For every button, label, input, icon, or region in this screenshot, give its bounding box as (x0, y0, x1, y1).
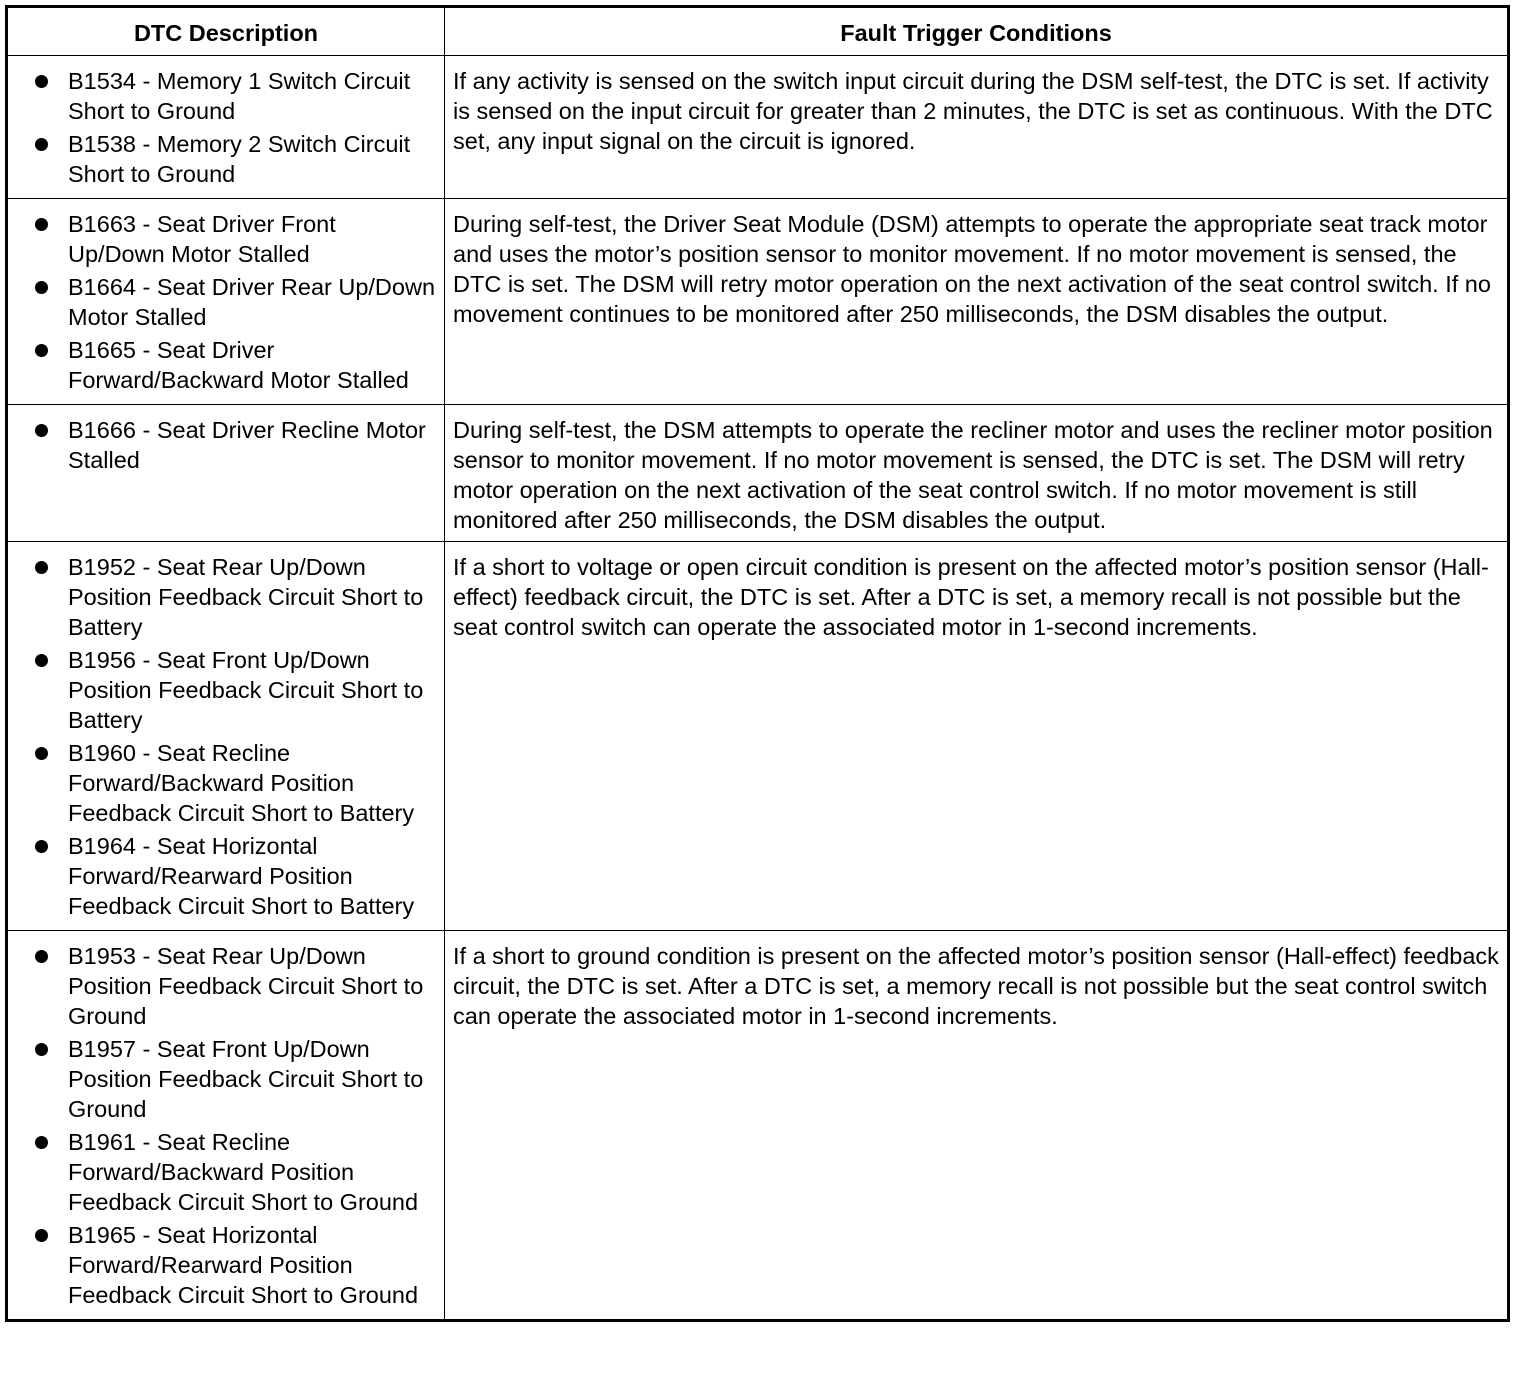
bullet-icon (35, 561, 48, 574)
table-header-row (7, 7, 1509, 56)
dtc-description-cell (7, 542, 445, 931)
dtc-code-item (16, 552, 438, 642)
table-row (7, 542, 1509, 931)
dtc-code-list (16, 66, 438, 189)
dtc-code-text: B1964 - Seat Horizontal Forward/Rearward Position Feedback Circuit Short to Battery (68, 833, 415, 919)
dtc-code-item (16, 209, 438, 269)
dtc-code-text: B1961 - Seat Recline Forward/Backward Position Feedback Circuit Short to Ground (68, 1129, 419, 1215)
dtc-code-list (16, 941, 438, 1310)
dtc-code-item (16, 941, 438, 1031)
dtc-code-text: B1534 - Memory 1 Switch Circuit Short to Ground (68, 68, 411, 124)
dtc-table (5, 5, 1510, 1322)
bullet-icon (35, 75, 48, 88)
dtc-description-cell (7, 931, 445, 1321)
bullet-icon (35, 344, 48, 357)
dtc-table-container (5, 5, 1510, 1322)
dtc-code-text: B1960 - Seat Recline Forward/Backward Position Feedback Circuit Short to Battery (68, 740, 415, 826)
dtc-code-text: B1663 - Seat Driver Front Up/Down Motor Stalled (68, 211, 336, 267)
dtc-code-text: B1956 - Seat Front Up/Down Position Feedback Circuit Short to Battery (68, 647, 424, 733)
fault-condition-cell (445, 199, 1509, 405)
dtc-code-item (16, 272, 438, 332)
dtc-code-text: B1957 - Seat Front Up/Down Position Feedback Circuit Short to Ground (68, 1036, 424, 1122)
dtc-code-text: B1665 - Seat Driver Forward/Backward Motor Stalled (68, 337, 409, 393)
fault-condition-text: During self-test, the Driver Seat Module (DSM) attempts to operate the appropriate seat track motor and uses the motor’s position sensor to monitor movement. If no motor movement is sensed, the DTC is set. The DSM will retry motor operation on the next activation of the seat control switch. If no movement continues to be monitored after 250 milliseconds, the DSM disables the output. (453, 211, 1491, 327)
dtc-code-item (16, 831, 438, 921)
bullet-icon (35, 281, 48, 294)
dtc-code-text: B1953 - Seat Rear Up/Down Position Feedback Circuit Short to Ground (68, 943, 424, 1029)
dtc-code-item (16, 1127, 438, 1217)
dtc-code-text: B1952 - Seat Rear Up/Down Position Feedback Circuit Short to Battery (68, 554, 424, 640)
table-row (7, 931, 1509, 1321)
dtc-code-item (16, 129, 438, 189)
bullet-icon (35, 1229, 48, 1242)
dtc-code-list (16, 209, 438, 395)
dtc-code-text: B1664 - Seat Driver Rear Up/Down Motor Stalled (68, 274, 436, 330)
table-row (7, 405, 1509, 542)
dtc-code-item (16, 415, 438, 475)
dtc-description-cell (7, 199, 445, 405)
dtc-description-cell (7, 405, 445, 542)
dtc-code-item (16, 1034, 438, 1124)
table-row (7, 56, 1509, 199)
dtc-code-list (16, 415, 438, 475)
bullet-icon (35, 654, 48, 667)
fault-condition-cell (445, 542, 1509, 931)
fault-condition-cell (445, 931, 1509, 1321)
bullet-icon (35, 424, 48, 437)
fault-condition-text: If any activity is sensed on the switch input circuit during the DSM self-test, the DTC is set. If activity is sensed on the input circuit for greater than 2 minutes, the DTC is set as continuous. With the DTC set, any input signal on the circuit is ignored. (453, 68, 1493, 154)
dtc-code-list (16, 552, 438, 921)
dtc-code-item (16, 66, 438, 126)
fault-condition-text: During self-test, the DSM attempts to operate the recliner motor and uses the recliner motor position sensor to monitor movement. If no motor movement is sensed, the DTC is set. The DSM will retry motor operation on the next activation of the seat control switch. If no motor movement is still monitored after 250 milliseconds, the DSM disables the output. (453, 417, 1493, 533)
dtc-code-text: B1538 - Memory 2 Switch Circuit Short to Ground (68, 131, 411, 187)
table-row (7, 199, 1509, 405)
bullet-icon (35, 1043, 48, 1056)
bullet-icon (35, 1136, 48, 1149)
fault-condition-cell (445, 56, 1509, 199)
fault-condition-text: If a short to voltage or open circuit condition is present on the affected motor’s position sensor (Hall-effect) feedback circuit, the DTC is set. After a DTC is set, a memory recall is not possible but the seat control switch can operate the associated motor in 1-second increments. (453, 554, 1489, 640)
dtc-code-item (16, 1220, 438, 1310)
bullet-icon (35, 840, 48, 853)
dtc-code-text: B1965 - Seat Horizontal Forward/Rearward Position Feedback Circuit Short to Ground (68, 1222, 419, 1308)
dtc-description-cell (7, 56, 445, 199)
bullet-icon (35, 950, 48, 963)
header-dtc-description: DTC Description (7, 7, 445, 56)
fault-condition-text: If a short to ground condition is present on the affected motor’s position sensor (Hall-effect) feedback circuit, the DTC is set. After a DTC is set, a memory recall is not possible but the seat control switch can operate the associated motor in 1-second increments. (453, 943, 1499, 1029)
header-fault-trigger-conditions: Fault Trigger Conditions (445, 7, 1509, 56)
bullet-icon (35, 218, 48, 231)
dtc-code-item (16, 335, 438, 395)
dtc-code-item (16, 645, 438, 735)
dtc-code-item (16, 738, 438, 828)
bullet-icon (35, 138, 48, 151)
fault-condition-cell (445, 405, 1509, 542)
bullet-icon (35, 747, 48, 760)
dtc-code-text: B1666 - Seat Driver Recline Motor Stalled (68, 417, 426, 473)
